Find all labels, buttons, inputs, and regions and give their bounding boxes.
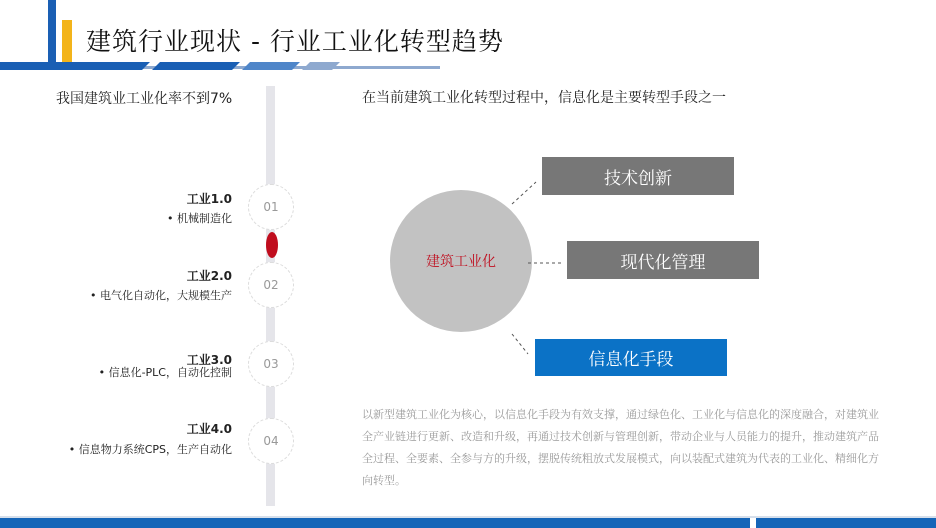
- stage-description: • 信息物力系统CPS，生产自动化: [68, 443, 232, 456]
- timeline-marker: [266, 232, 278, 258]
- timeline-node-number: 01: [263, 200, 279, 214]
- page-title: 建筑行业现状 - 行业工业化转型趋势: [86, 27, 504, 56]
- box-informatization: [535, 339, 727, 376]
- header-accent-bar-blue: [48, 0, 56, 64]
- center-circle-label: 建筑工业化: [426, 254, 496, 270]
- timeline-node-number: 02: [263, 278, 279, 292]
- box-label: 信息化手段: [588, 350, 674, 370]
- summary-paragraph: 以新型建筑工业化为核心，以信息化手段为有效支撑，通过绿色化、工业化与信息化的深度融合，对建筑业全产业链进行更新、改造和升级，再通过技术创新与管理创新，带动企业与人员能力的提升，推动建筑产品全过程、全要素、全参与方的升级，摆脱传统粗放式发展模式，向以装配式建筑为代表的工业化、精细化方向转型。: [362, 408, 879, 487]
- header-accent-bar-yellow: [62, 20, 72, 64]
- box-label: 现代化管理: [620, 252, 706, 273]
- industrialization-rate-text: 我国建筑业工业化率不到7%: [56, 91, 233, 107]
- timeline-node-01: [248, 184, 294, 230]
- stage-title: 工业4.0: [186, 422, 232, 436]
- stage-description: • 机械制造化: [167, 212, 232, 225]
- intro-text: 在当前建筑工业化转型过程中，信息化是主要转型手段之一: [362, 90, 726, 106]
- stage-description: • 电气化自动化，大规模生产: [90, 289, 232, 302]
- header-stripe: [0, 62, 440, 72]
- box-tech-innovation: [542, 157, 734, 195]
- timeline-node-03: [248, 341, 294, 387]
- stage-title: 工业2.0: [186, 269, 232, 283]
- timeline-node-number: 04: [263, 434, 279, 448]
- timeline-node-number: 03: [263, 357, 279, 371]
- timeline-node-02: [248, 262, 294, 308]
- footer-bar: [0, 518, 750, 528]
- box-modern-management: [567, 241, 759, 279]
- box-label: 技术创新: [604, 168, 672, 189]
- stage-title: 工业3.0: [186, 353, 232, 367]
- timeline-node-04: [248, 418, 294, 464]
- stage-description: • 信息化-PLC，自动化控制: [98, 366, 232, 379]
- footer-bar-right: [756, 518, 936, 528]
- stage-title: 工业1.0: [186, 192, 232, 206]
